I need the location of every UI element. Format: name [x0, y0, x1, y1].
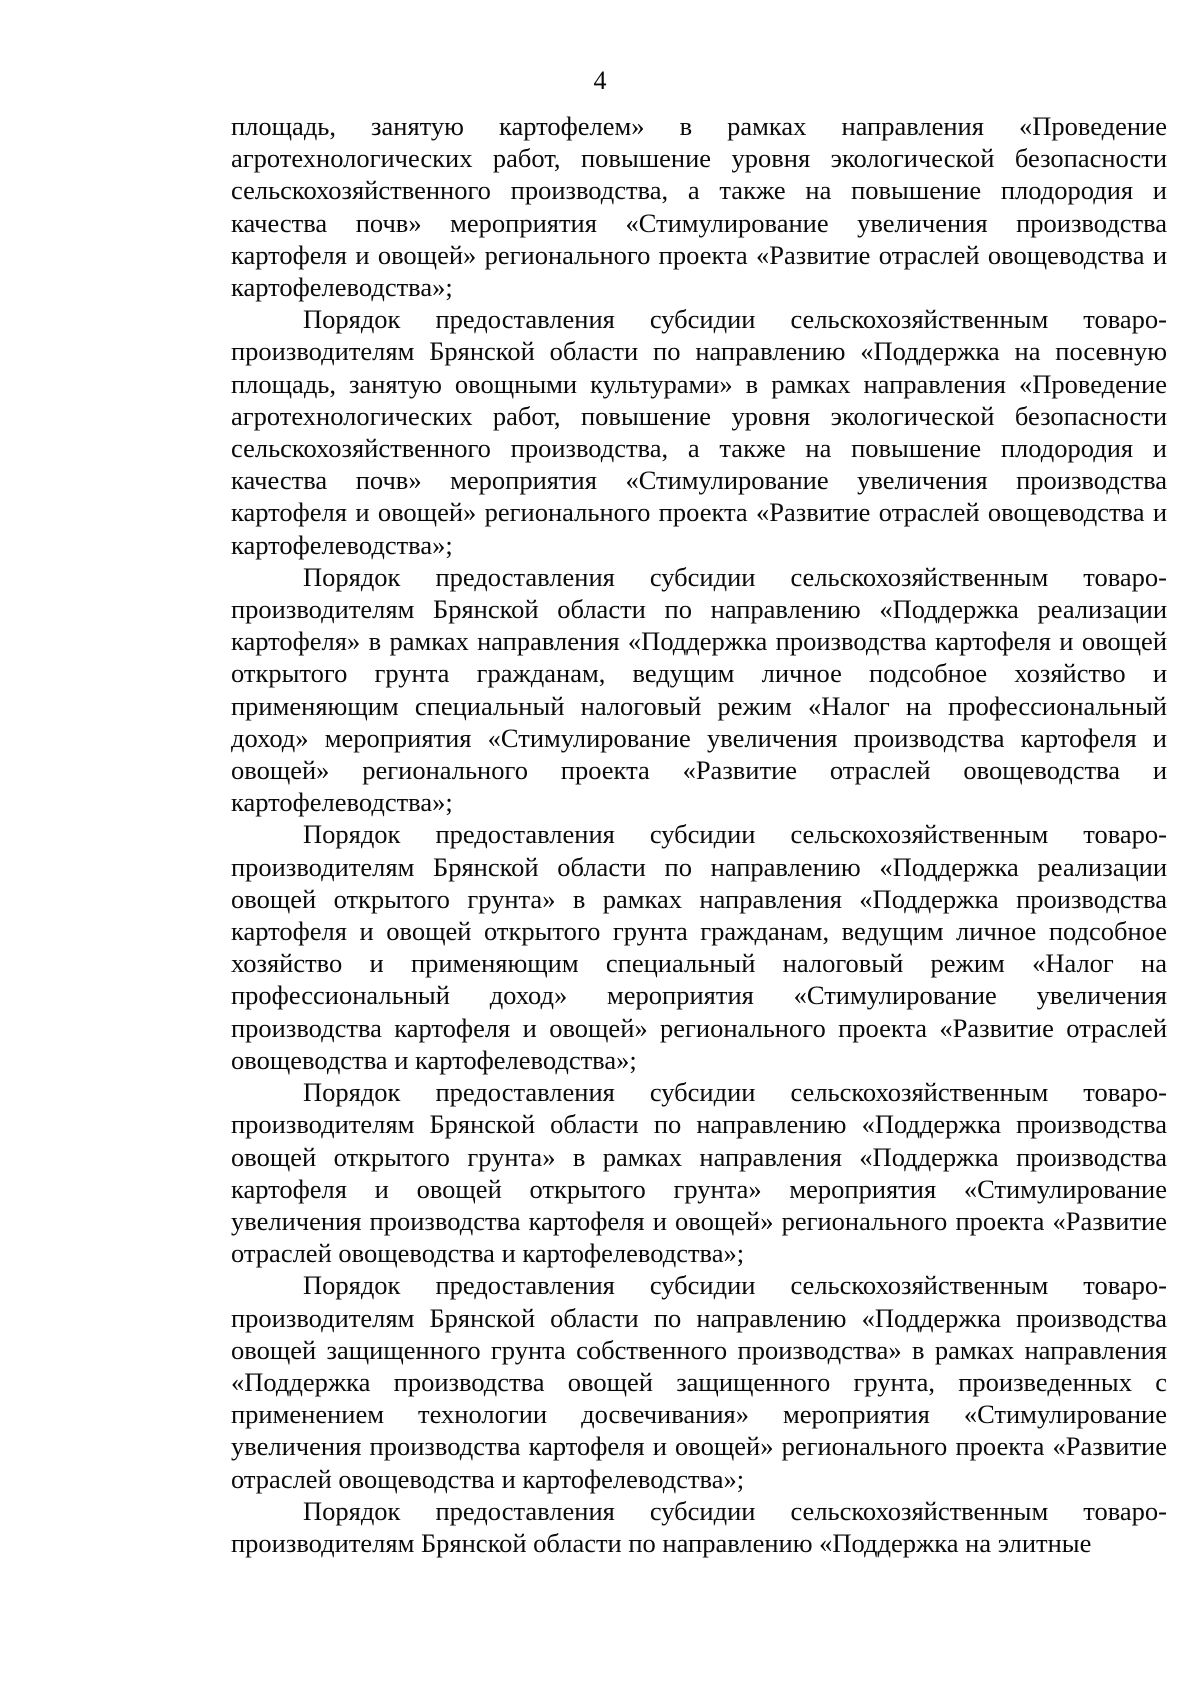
- paragraph-potato-sales-support: Порядок предоставления субсидии сельскохозяйственным товаропроизводителям Брянской области по направлению «Поддержка реализации картофеля» в рамках направления «Поддержка производства картофеля и овощей открытого грунта гражданам, ведущим личное подсобное хозяйство и применяющим специальный налоговый режим «Налог на профессиональный доход» мероприятия «Стимулирование увеличения производства картофеля и овощей» регионального проекта «Развитие отраслей овощеводства и картофелеводства»;: [231, 561, 1167, 818]
- paragraph-open-ground-vegetable-production-support: Порядок предоставления субсидии сельскохозяйственным товаропроизводителям Брянской области по направлению «Поддержка производства овощей открытого грунта» в рамках направления «Поддержка производства картофеля и овощей открытого грунта» мероприятия «Стимулирование увеличения производства картофеля и овощей» регионального проекта «Развитие отраслей овощеводства и картофелеводства»;: [231, 1077, 1167, 1269]
- paragraph-protected-ground-vegetable-support: Порядок предоставления субсидии сельскохозяйственным товаропроизводителям Брянской области по направлению «Поддержка производства овощей защищенного грунта собственного производства» в рамках направления «Поддержка производства овощей защищенного грунта, произведенных с применением технологии досвечивания» мероприятия «Стимулирование увеличения производства картофеля и овощей» регионального проекта «Развитие отраслей овощеводства и картофелеводства»;: [231, 1270, 1167, 1494]
- page-number: 4: [593, 66, 607, 95]
- document-body: [231, 110, 1167, 1559]
- paragraph-vegetable-sowing-support: Порядок предоставления субсидии сельскохозяйственным товаропроизводителям Брянской области по направлению «Поддержка на посевную площадь, занятую овощными культурами» в рамках направления «Проведение агротехнологических работ, повышение уровня экологической безопасности сельскохозяйственного производства, а также на повышение плодородия и качества почв» мероприятия «Стимулирование увеличения производства картофеля и овощей» регионального проекта «Развитие отраслей овощеводства и картофелеводства»;: [231, 304, 1167, 560]
- paragraph-open-ground-vegetable-sales-support: Порядок предоставления субсидии сельскохозяйственным товаропроизводителям Брянской области по направлению «Поддержка реализации овощей открытого грунта» в рамках направления «Поддержка производства картофеля и овощей открытого грунта гражданам, ведущим личное подсобное хозяйство и применяющим специальный налоговый режим «Налог на профессиональный доход» мероприятия «Стимулирование увеличения производства картофеля и овощей» регионального проекта «Развитие отраслей овощеводства и картофелеводства»;: [231, 819, 1167, 1075]
- paragraph-elite-support: Порядок предоставления субсидии сельскохозяйственным товаропроизводителям Брянской области по направлению «Поддержка на элитные: [231, 1495, 1167, 1558]
- paragraph-continuation: площадь, занятую картофелем» в рамках направления «Проведение агротехнологических работ, повышение уровня экологической безопасности сельскохозяйственного производства, а также на повышение плодородия и качества почв» мероприятия «Стимулирование увеличения производства картофеля и овощей» регионального проекта «Развитие отраслей овощеводства и картофелеводства»;: [231, 111, 1167, 303]
